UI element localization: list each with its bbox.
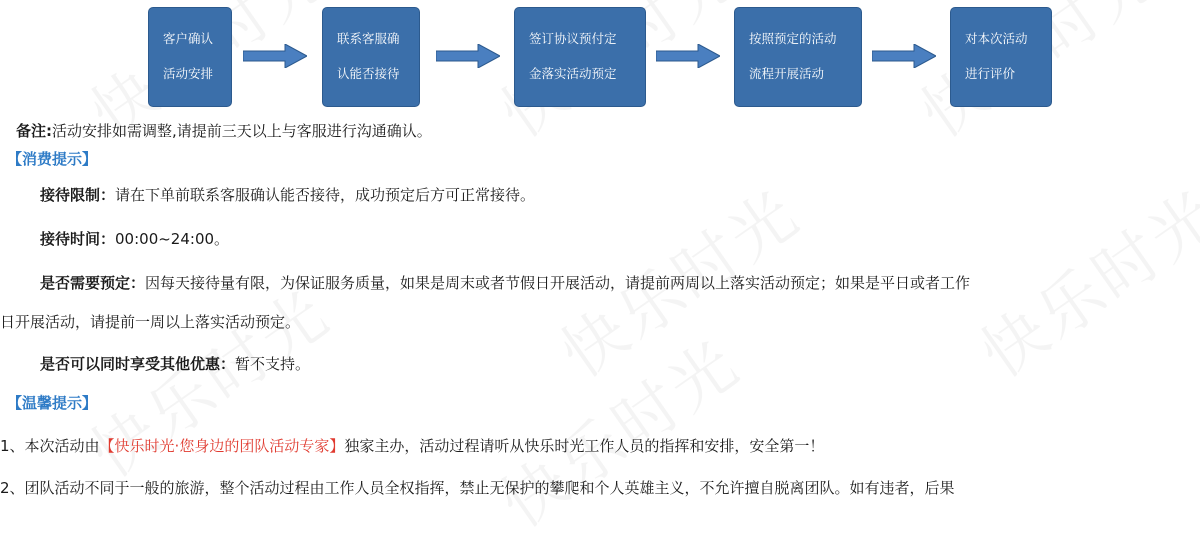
tip-item-2: 2、团队活动不同于一般的旅游，整个活动过程由工作人员全权指挥，禁止无保护的攀爬和个人英雄主义，不允许擅自脱离团队。如有违者，后果 [0, 479, 955, 497]
flow-step-2-line2: 认能否接待 [337, 66, 400, 81]
booking-text: 因每天接待量有限，为保证服务质量，如果是周末或者节假日开展活动，请提前两周以上落实活动预定；如果是平日或者工作 [145, 274, 971, 292]
arrow-right-icon [656, 44, 720, 68]
flow-step-3-line1: 签订协议预付定 [529, 31, 617, 46]
discount-label: 是否可以同时享受其他优惠： [40, 355, 236, 373]
flow-step-5-line1: 对本次活动 [965, 31, 1028, 46]
flow-step-1-line2: 活动安排 [163, 66, 214, 81]
reception-time-line [40, 229, 229, 249]
flow-step-2-line1: 联系客服确 [337, 31, 400, 46]
arrow-right-icon [243, 44, 307, 68]
flow-step-3-line2: 金落实活动预定 [529, 66, 617, 81]
arrow-right-icon [872, 44, 936, 68]
discount-line [40, 354, 310, 374]
booking-line [40, 273, 970, 293]
note-line [16, 121, 432, 141]
flow-step-4-line1: 按照预定的活动 [749, 31, 837, 46]
note-text: 活动安排如需调整,请提前三天以上与客服进行沟通确认。 [52, 122, 432, 140]
flow-step-4 [734, 7, 862, 107]
flow-step-2 [322, 7, 420, 107]
watermark [960, 164, 1200, 395]
flow-step-5-line2: 进行评价 [965, 66, 1016, 81]
discount-text: 暂不支持。 [235, 355, 311, 373]
tip-item-1-highlight: 【快乐时光·您身边的团队活动专家】 [99, 437, 345, 455]
note-label: 备注: [16, 122, 52, 140]
flow-step-1-line1: 客户确认 [163, 31, 214, 46]
reception-time-text: 00:00~24:00。 [115, 230, 230, 248]
booking-line-continued: 日开展活动，请提前一周以上落实活动预定。 [0, 313, 301, 331]
reception-limit-label: 接待限制： [40, 186, 116, 204]
process-flow [0, 0, 1200, 112]
reception-limit-text: 请在下单前联系客服确认能否接待，成功预定后方可正常接待。 [115, 186, 536, 204]
arrow-right-icon [436, 44, 500, 68]
tip-item-1-suffix: 独家主办，活动过程请听从快乐时光工作人员的指挥和安排，安全第一！ [344, 437, 825, 455]
reception-limit-line [40, 185, 535, 205]
tip-item-1-prefix: 1、本次活动由 [0, 437, 100, 455]
tip-item-1 [0, 436, 824, 456]
consumption-heading: 【消费提示】 [7, 150, 98, 168]
flow-step-1 [148, 7, 232, 107]
watermark [70, 264, 346, 495]
booking-label: 是否需要预定： [40, 274, 146, 292]
flow-step-5 [950, 7, 1052, 107]
tips-heading: 【温馨提示】 [7, 394, 98, 412]
reception-time-label: 接待时间： [40, 230, 116, 248]
watermark [480, 314, 756, 545]
flow-step-3 [514, 7, 646, 107]
flow-step-4-line2: 流程开展活动 [749, 66, 825, 81]
